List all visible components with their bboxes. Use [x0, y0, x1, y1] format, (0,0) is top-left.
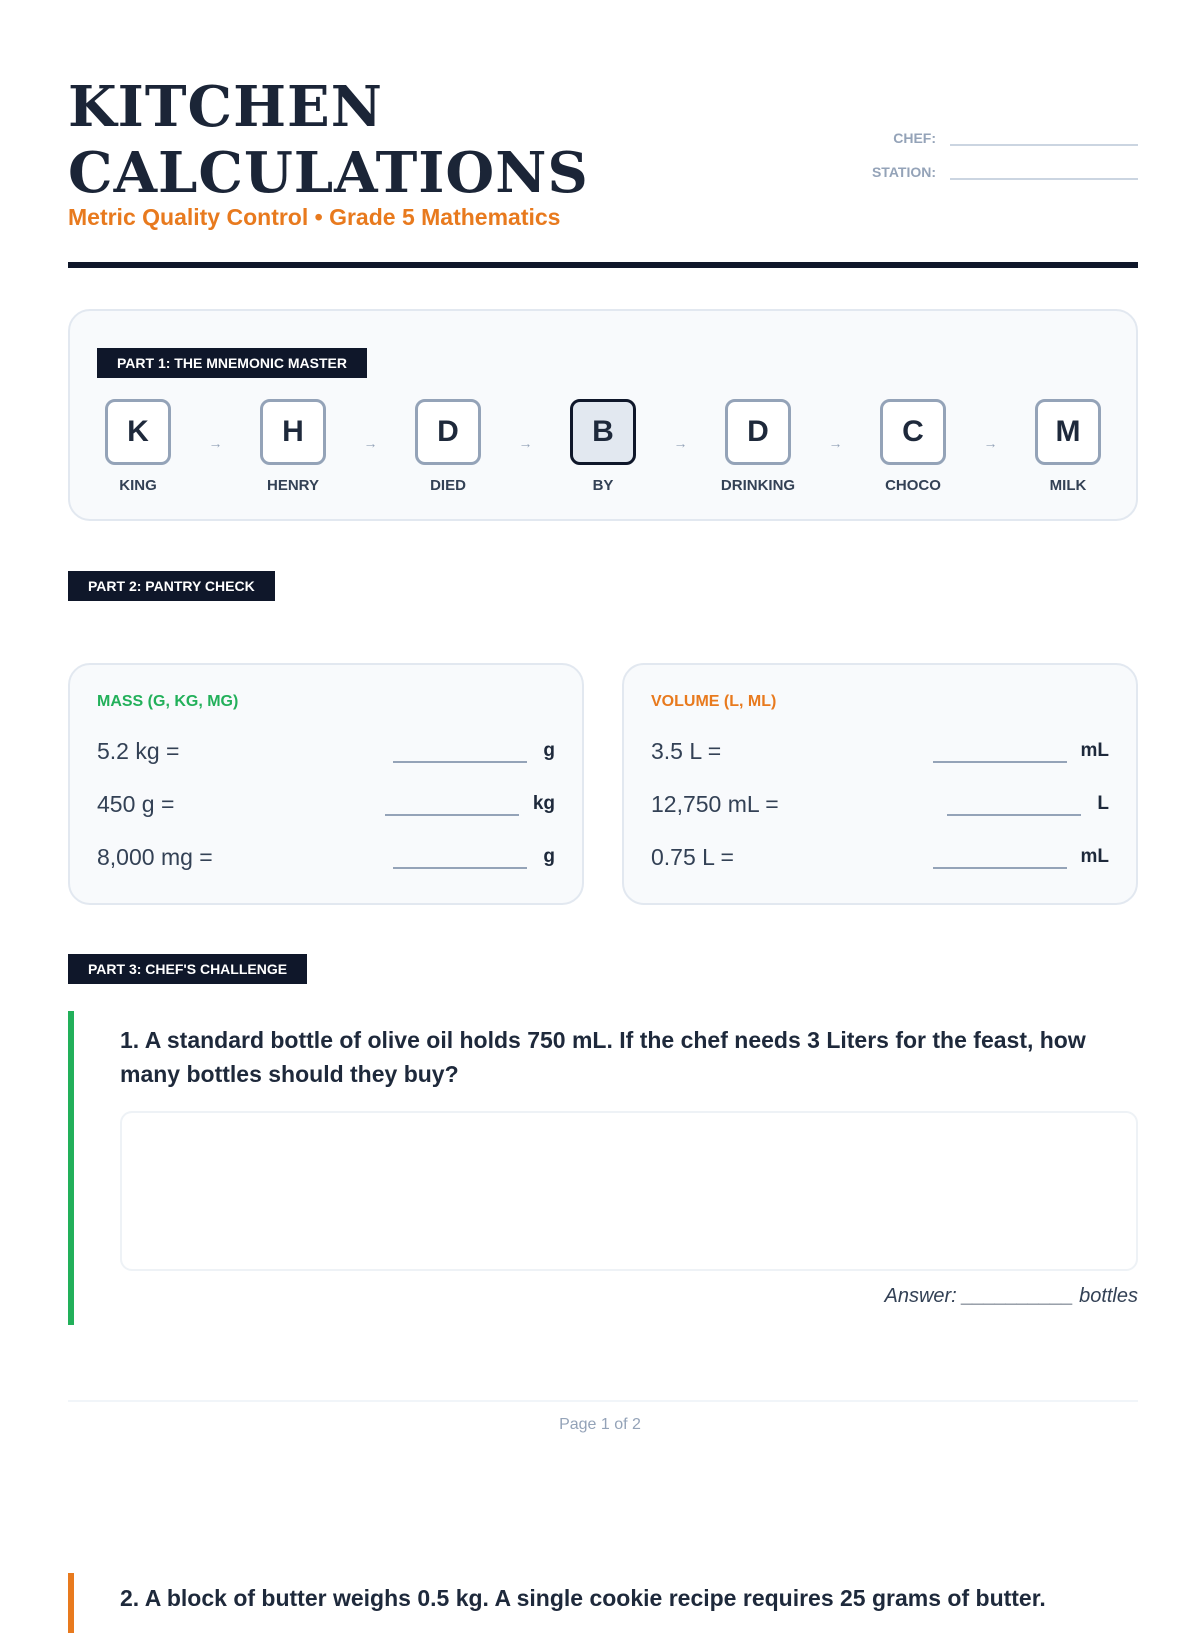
- volume-title: VOLUME (L, ML): [651, 693, 777, 710]
- footer-divider: [68, 1400, 1138, 1402]
- mnemonic-item: [718, 399, 798, 494]
- mnemonic-item: [563, 399, 643, 494]
- conversion-row: [651, 735, 1109, 767]
- unit-label: g: [543, 846, 555, 867]
- page-title: KITCHEN CALCULATIONS: [68, 74, 589, 206]
- arrow-icon: →: [983, 435, 998, 451]
- conversion-row: [97, 735, 555, 767]
- volume-card: [622, 663, 1138, 905]
- mnemonic-word: DIED: [430, 477, 466, 494]
- mass-card: [68, 663, 584, 905]
- page-number: Page 1 of 2: [559, 1416, 641, 1433]
- letter-box: H: [260, 399, 326, 465]
- answer-blank[interactable]: [947, 792, 1081, 816]
- arrow-icon: →: [518, 435, 533, 451]
- conversion-question: 8,000 mg =: [97, 843, 213, 870]
- arrow-icon: →: [363, 435, 378, 451]
- letter-box: B: [570, 399, 636, 465]
- conversion-row: [651, 841, 1109, 873]
- mnemonic-word: DRINKING: [720, 477, 796, 494]
- station-field[interactable]: [950, 160, 1138, 180]
- mnemonic-word: CHOCO: [885, 477, 941, 494]
- arrow-icon: →: [673, 435, 688, 451]
- work-area[interactable]: [120, 1111, 1138, 1271]
- answer-blank[interactable]: [933, 845, 1067, 869]
- conversion-row: [97, 788, 555, 820]
- question-1: [68, 1011, 1138, 1325]
- answer-line[interactable]: Answer: __________ bottles: [884, 1285, 1138, 1307]
- mnemonic-word: KING: [119, 477, 157, 494]
- mnemonic-word: MILK: [1049, 477, 1087, 494]
- conversion-question: 5.2 kg =: [97, 737, 180, 764]
- part1-label: PART 1: THE MNEMONIC MASTER: [97, 348, 367, 378]
- letter-box: D: [725, 399, 791, 465]
- unit-label: mL: [1080, 846, 1109, 867]
- answer-blank[interactable]: [933, 739, 1067, 763]
- mnemonic-card: [68, 309, 1138, 521]
- letter-box: K: [105, 399, 171, 465]
- conversion-row: [651, 788, 1109, 820]
- part3-label: PART 3: CHEF'S CHALLENGE: [68, 954, 307, 984]
- unit-label: kg: [532, 793, 555, 814]
- mass-title: MASS (G, KG, MG): [97, 693, 239, 710]
- unit-label: g: [543, 740, 555, 761]
- mnemonic-item: [873, 399, 953, 494]
- unit-label: mL: [1080, 740, 1109, 761]
- chef-field[interactable]: [950, 126, 1138, 146]
- conversion-row: [97, 841, 555, 873]
- conversion-question: 0.75 L =: [651, 843, 734, 870]
- mnemonic-item: [1028, 399, 1108, 494]
- question-2: [68, 1573, 1138, 1633]
- chef-label: CHEF:: [893, 130, 936, 146]
- question-2-text: 2. A block of butter weighs 0.5 kg. A single cookie recipe requires 25 grams of butter.: [120, 1585, 1046, 1611]
- question-1-text: 1. A standard bottle of olive oil holds 750 mL. If the chef needs 3 Liters for the feast, how many bottles should they buy?: [120, 1027, 1086, 1087]
- unit-label: L: [1097, 793, 1109, 814]
- mnemonic-item: [408, 399, 488, 494]
- mnemonic-row: [98, 399, 1108, 494]
- name-fields: [848, 122, 1138, 190]
- answer-blank[interactable]: [393, 739, 527, 763]
- answer-blank[interactable]: [385, 792, 519, 816]
- conversion-question: 450 g =: [97, 790, 175, 817]
- answer-blank[interactable]: [393, 845, 527, 869]
- mnemonic-item: [98, 399, 178, 494]
- mnemonic-word: HENRY: [267, 477, 319, 494]
- part2-label: PART 2: PANTRY CHECK: [68, 571, 275, 601]
- arrow-icon: →: [208, 435, 223, 451]
- mnemonic-item: [253, 399, 333, 494]
- station-label: STATION:: [871, 164, 936, 180]
- mnemonic-word: BY: [592, 477, 614, 494]
- conversion-question: 12,750 mL =: [651, 790, 779, 817]
- letter-box: D: [415, 399, 481, 465]
- header-divider: [68, 262, 1138, 268]
- conversion-question: 3.5 L =: [651, 737, 722, 764]
- letter-box: C: [880, 399, 946, 465]
- arrow-icon: →: [828, 435, 843, 451]
- letter-box: M: [1035, 399, 1101, 465]
- subtitle: Metric Quality Control • Grade 5 Mathematics: [68, 204, 561, 230]
